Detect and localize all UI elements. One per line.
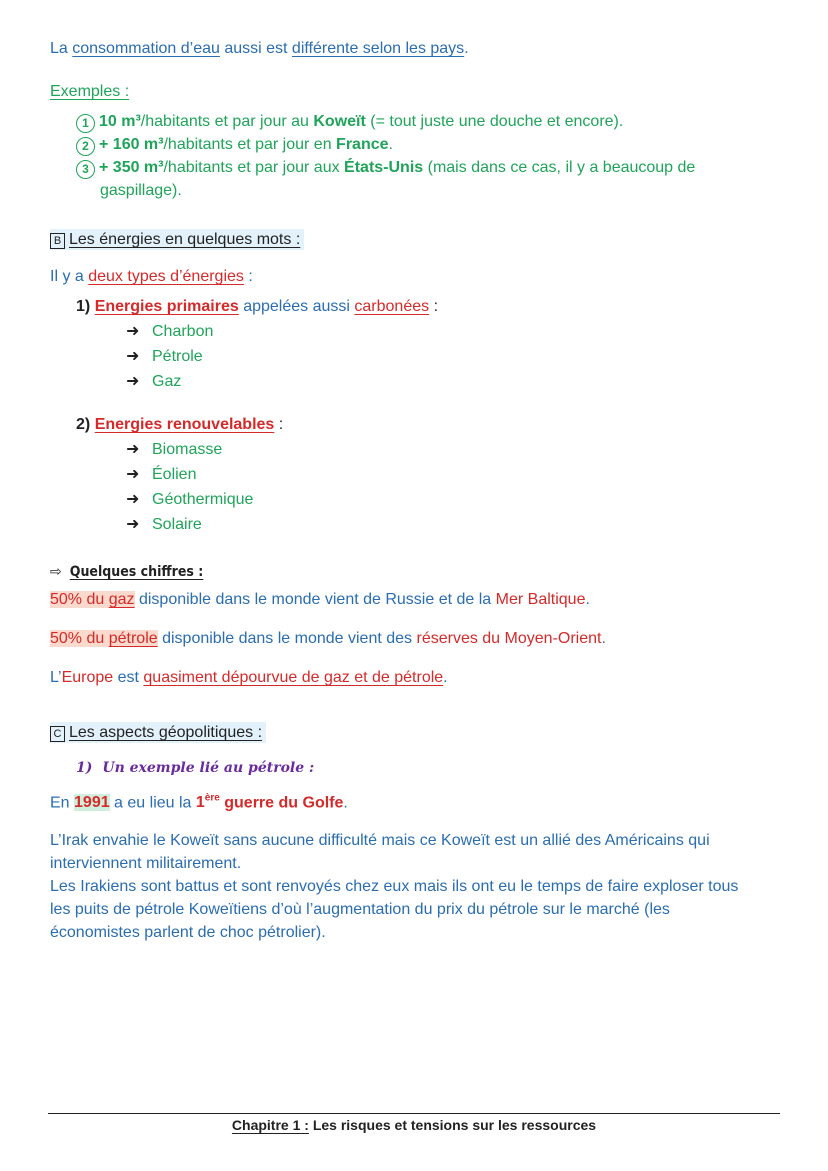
text-underlined: pétrole <box>108 630 158 647</box>
country: Koweït <box>313 113 366 130</box>
guerre-line <box>50 788 348 814</box>
arrow-right-icon: ➜ <box>126 348 140 365</box>
text: L’ <box>50 669 62 686</box>
text: . <box>443 669 448 686</box>
text: disponible dans le monde vient des <box>157 630 417 647</box>
text: (= tout juste une douche et encore). <box>365 113 624 130</box>
list-item <box>126 464 196 486</box>
text: : <box>243 268 253 285</box>
text: Europe <box>61 669 114 686</box>
example-item-3-cont: gaspillage). <box>100 182 182 199</box>
year: 1991 <box>74 794 110 812</box>
heading: Energies renouvelables <box>94 416 275 433</box>
text: . <box>388 136 393 153</box>
text: . <box>343 794 348 812</box>
country: France <box>336 136 389 153</box>
text: aussi est <box>219 40 292 57</box>
text: /habitants et par jour aux <box>163 159 345 176</box>
section-b-heading <box>50 229 304 251</box>
text: : <box>274 416 284 433</box>
section-letter-c: C <box>50 726 65 742</box>
list-number: 2) <box>76 416 91 433</box>
chiffres-line-2 <box>50 628 606 650</box>
list-item-label: Géothermique <box>152 491 254 508</box>
list-item <box>126 439 222 461</box>
text: Il y a <box>50 268 89 285</box>
chiffres-line-3 <box>50 667 448 689</box>
list-item-label: Charbon <box>152 323 214 340</box>
text: (mais dans ce cas, il y a beaucoup de <box>423 159 696 176</box>
ordinal-suffix: ère <box>204 793 220 804</box>
text: est <box>113 669 144 686</box>
renouvelables-heading <box>76 414 283 436</box>
arrow-right-icon: ➜ <box>126 323 140 340</box>
footer-divider <box>48 1113 780 1114</box>
heading: Energies primaires <box>94 298 239 315</box>
example-item-2 <box>76 134 393 156</box>
highlight <box>50 630 158 647</box>
list-item <box>126 346 203 368</box>
list-item <box>126 371 181 393</box>
section-c-heading <box>50 722 266 744</box>
text: /habitants et par jour en <box>163 136 337 153</box>
text: a eu lieu la <box>109 794 196 812</box>
petrole-subheading <box>76 757 314 779</box>
text-underlined: deux types d’énergies <box>88 268 244 285</box>
ordinal-number: 1 <box>195 794 205 812</box>
ordinal <box>196 794 220 811</box>
heading: Quelques chiffres : <box>69 564 204 580</box>
text-underlined: quasiment dépourvue de gaz et de pétrole <box>143 669 444 686</box>
example-item-3 <box>76 157 695 179</box>
text: Mer Baltique <box>495 591 586 608</box>
list-item-label: Éolien <box>152 466 197 483</box>
circled-number: 3 <box>76 160 95 179</box>
list-number: 1) <box>76 760 93 776</box>
exemples-title: Exemples : <box>50 83 130 100</box>
chiffres-heading <box>50 560 203 583</box>
text: guerre du Golfe <box>219 794 344 812</box>
paragraph-line: les puits de pétrole Koweïtiens d’où l’augmentation du prix du pétrole sur le marché (les <box>50 901 670 918</box>
intro-line <box>50 38 469 60</box>
text-underlined: gaz <box>108 591 135 608</box>
footer-label: Chapitre 1 : <box>231 1117 309 1133</box>
list-item <box>126 321 213 343</box>
list-item-label: Pétrole <box>152 348 203 365</box>
heading: Un exemple lié au pétrole : <box>102 760 315 776</box>
highlight <box>50 591 135 608</box>
section-letter-b: B <box>50 233 65 249</box>
text-underlined: différente selon les pays <box>291 40 465 57</box>
text: appelées aussi <box>238 298 355 315</box>
text: . <box>585 591 590 608</box>
arrow-right-icon: ➜ <box>126 441 140 458</box>
text: . <box>601 630 606 647</box>
list-item <box>126 514 202 536</box>
value: + 160 m³ <box>99 136 164 153</box>
text: /habitants et par jour au <box>140 113 314 130</box>
paragraph-line: L’Irak envahie le Koweït sans aucune difficulté mais ce Koweït est un allié des Américains qui <box>50 832 710 849</box>
circled-number: 2 <box>76 137 95 156</box>
text: disponible dans le monde vient de Russie et de la <box>134 591 496 608</box>
circled-number: 1 <box>76 114 95 133</box>
section-title: Les aspects géopolitiques : <box>69 724 263 741</box>
text: La <box>50 40 73 57</box>
chiffres-line-1 <box>50 589 590 611</box>
text: En <box>50 794 75 812</box>
text: : <box>429 298 439 315</box>
list-item-label: Solaire <box>152 516 202 533</box>
text-underlined: carbonées <box>354 298 430 315</box>
text-underlined: consommation d’eau <box>72 40 220 57</box>
footer <box>0 1117 828 1133</box>
paragraph-line: interviennent militairement. <box>50 855 242 872</box>
types-line <box>50 266 253 288</box>
country: États-Unis <box>344 159 424 176</box>
arrow-right-icon: ➜ <box>126 373 140 390</box>
text: 50% du <box>50 630 109 647</box>
value: + 350 m³ <box>99 159 164 176</box>
list-item-label: Gaz <box>152 373 182 390</box>
paragraph-line: économistes parlent de choc pétrolier). <box>50 924 326 941</box>
list-item <box>126 489 253 511</box>
arrow-right-icon: ➜ <box>126 491 140 508</box>
list-number: 1) <box>76 298 91 315</box>
text: réserves du Moyen-Orient <box>416 630 602 647</box>
arrow-icon: ⇨ <box>50 563 62 579</box>
text: 50% du <box>50 591 109 608</box>
text: . <box>464 40 469 57</box>
value: 10 m³ <box>99 113 141 130</box>
arrow-right-icon: ➜ <box>126 516 140 533</box>
example-item-1 <box>76 111 623 133</box>
list-item-label: Biomasse <box>152 441 223 458</box>
paragraph-line: Les Irakiens sont battus et sont renvoyés chez eux mais ils ont eu le temps de faire exploser tous <box>50 878 739 895</box>
footer-text: Les risques et tensions sur les ressources <box>308 1117 597 1133</box>
section-title: Les énergies en quelques mots : <box>69 231 301 248</box>
primaires-heading <box>76 296 438 318</box>
arrow-right-icon: ➜ <box>126 466 140 483</box>
